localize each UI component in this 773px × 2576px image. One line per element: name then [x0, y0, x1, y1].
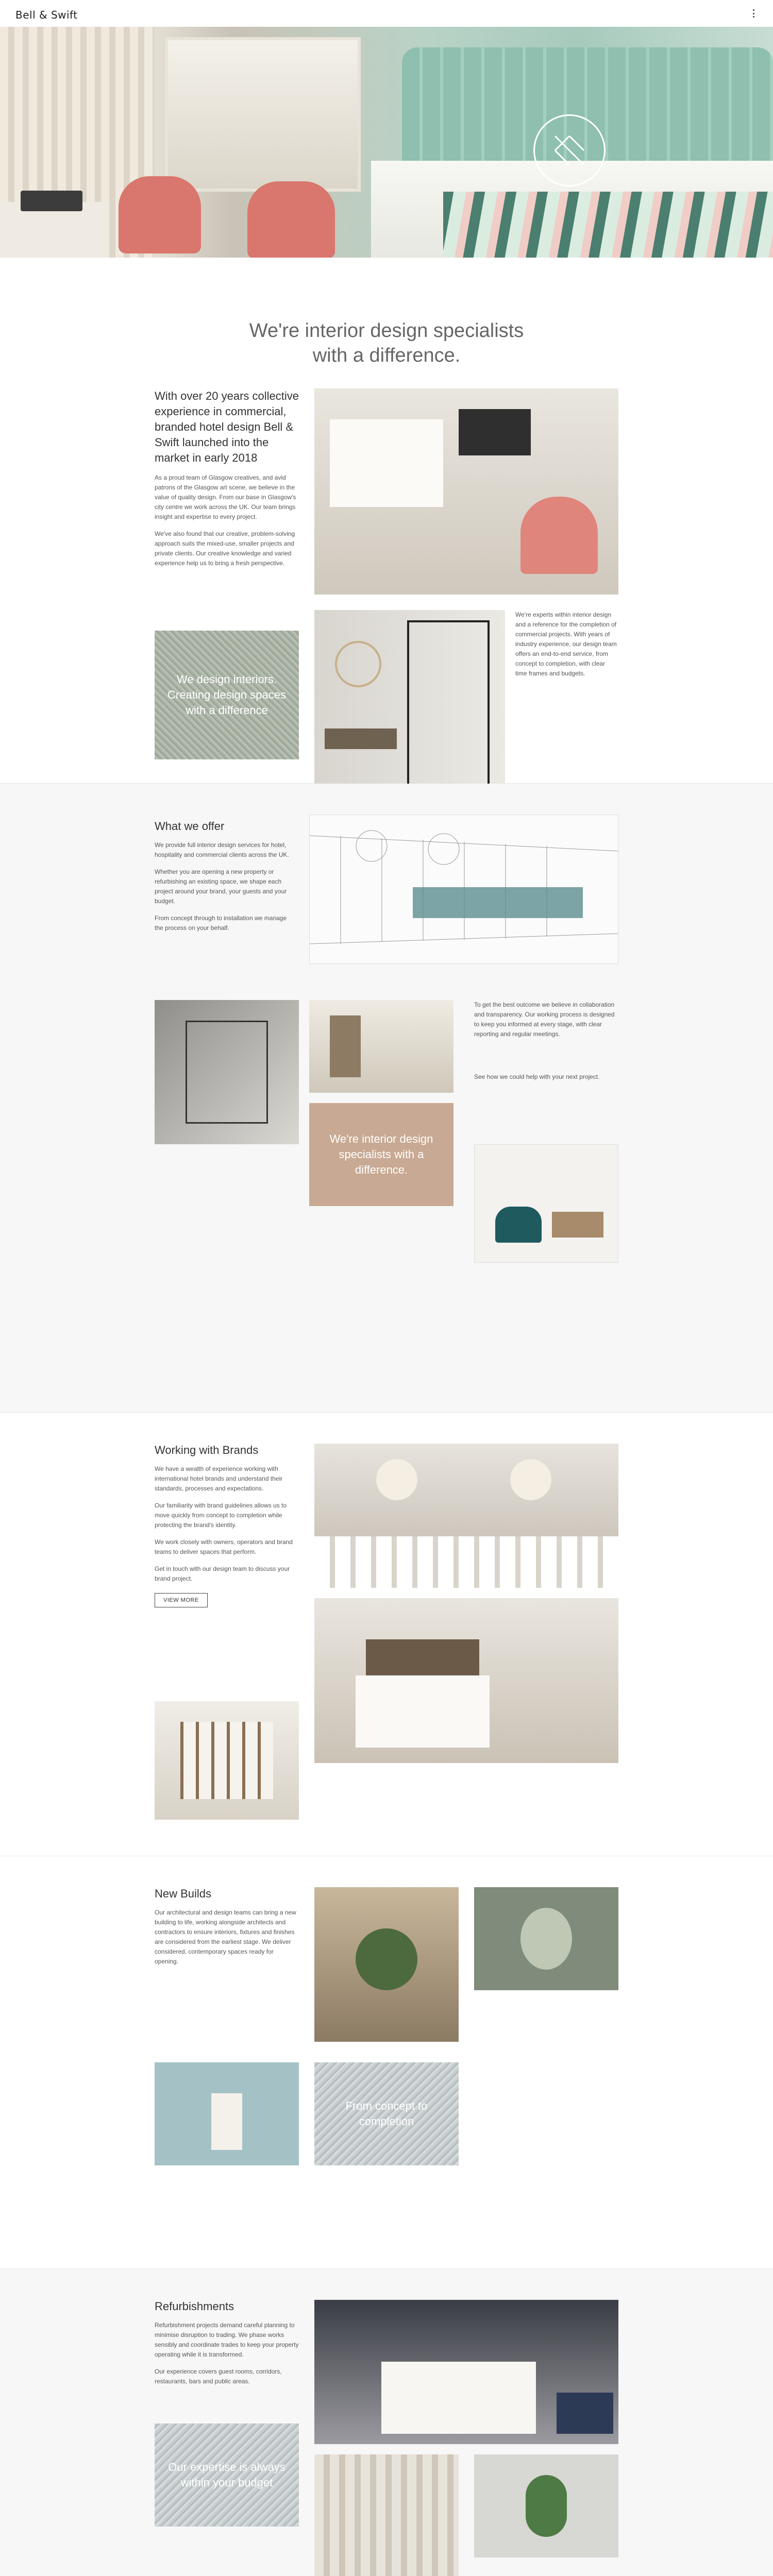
offer-side-paragraph-2: See how we could help with your next project. — [474, 1073, 600, 1080]
offer-section — [0, 784, 773, 1412]
newbuilds-stool-image — [155, 2062, 299, 2165]
offer-paragraph-1: We provide full interior design services for hotel, hospitality and commercial clients across the UK. — [155, 841, 289, 858]
newbuilds-section — [0, 1856, 773, 2268]
refurbs-bedroom-image — [314, 2300, 618, 2444]
hero-chair-right — [247, 181, 335, 258]
offer-sideboard — [552, 1212, 603, 1238]
brands-headboard — [366, 1639, 479, 1675]
refurbs-plant-image — [474, 2454, 618, 2557]
refurbs-plant — [526, 2475, 567, 2537]
newbuilds-vase — [520, 1908, 572, 1970]
intro-side-text: We're experts within interior design and a reference for the completion of commercial projects. With years of industry experience, our design team offers an end-to-end service, from concept to completion, with clear time frames and budgets. — [515, 611, 617, 677]
newbuilds-round-plant-image — [474, 1887, 618, 1990]
brands-shelving — [180, 1722, 273, 1799]
refurbs-heading: Refurbishments — [155, 2300, 234, 2313]
refurbs-texture-image — [155, 2424, 299, 2527]
room-chair — [520, 497, 598, 574]
refurbs-section — [0, 2269, 773, 2576]
intro-overlay-text: We design interiors. Creating design spaces with a difference — [167, 673, 286, 717]
newbuilds-plant — [356, 1928, 417, 1990]
brands-paragraph-1: We have a wealth of experience working with international hotel brands and understand their standards, processes and expectations. — [155, 1465, 283, 1492]
ballroom-tables — [314, 1536, 618, 1588]
refurbs-bed — [381, 2362, 536, 2434]
refurbs-overlay-text: Our expertise is always within your budget — [168, 2461, 285, 2489]
offer-corridor-image — [309, 1000, 453, 1093]
site-logo[interactable]: Bell & Swift — [15, 9, 78, 21]
brands-ballroom-image — [314, 1444, 618, 1588]
brands-cabinet-image — [155, 1701, 299, 1820]
newbuilds-overlay-text: From concept to completion — [345, 2099, 428, 2128]
refurbs-sofa — [557, 2393, 613, 2434]
offer-armchair — [495, 1207, 542, 1243]
newbuilds-stool — [211, 2093, 242, 2150]
brand-monogram-icon — [533, 114, 606, 187]
kebab-menu-icon[interactable] — [748, 8, 759, 19]
offer-beige-panel — [309, 1103, 453, 1206]
hero-throw — [443, 192, 773, 258]
intro-section — [0, 258, 773, 783]
intro-texture-image — [155, 631, 299, 759]
brands-view-more-button[interactable]: VIEW MORE — [155, 1593, 208, 1607]
bath-vanity — [325, 728, 397, 749]
newbuilds-texture-image — [314, 2062, 459, 2165]
newbuilds-plant-image — [314, 1887, 459, 2042]
intro-paragraph-2: We've also found that our creative, problem-solving approach suits the mixed-use, smaller projects and private clients. Our creative knowledge and varied experience help us to bring a fresh perspective. — [155, 530, 295, 567]
brands-bed — [356, 1675, 490, 1748]
room-bed — [330, 419, 443, 507]
newbuilds-paragraph: Our architectural and design teams can bring a new building to life, working alongside architects and contractors to ensure interiors, fixtures and finishes are considered from the earliest stage. We deliver considered, contemporary spaces ready for opening. — [155, 1909, 296, 1965]
brands-paragraph-3: We work closely with owners, operators and brand teams to deliver spaces that perform. — [155, 1538, 293, 1555]
intro-hotel-room-image — [314, 388, 618, 595]
intro-title: We're interior design specialists with a difference. — [249, 320, 524, 366]
ballroom-chandelier-1 — [376, 1459, 417, 1500]
brands-paragraph-4: Get in touch with our design team to discuss your brand project. — [155, 1565, 290, 1582]
room-tv — [459, 409, 531, 455]
brands-paragraph-2: Our familiarity with brand guidelines allows us to move quickly from concept to completion while protecting the brand's identity. — [155, 1502, 287, 1529]
refurbs-paragraph-1: Refurbishment projects demand careful planning to minimise disruption to trading. We phase works sensibly and coordinate trades to keep your property operating while it is transformed. — [155, 2321, 299, 2358]
brands-section — [0, 1413, 773, 1856]
offer-paragraph-2: Whether you are opening a new property or refurbishing an existing space, we shape each project around your brand, your guests and your budget. — [155, 868, 287, 905]
refurbs-paragraph-2: Our experience covers guest rooms, corridors, restaurants, bars and public areas. — [155, 2368, 282, 2385]
intro-heading: With over 20 years collective experience in commercial, branded hotel design Bell & Swift launched into the market in early 2018 — [155, 389, 299, 464]
bath-mirror — [335, 641, 381, 687]
hero-laptop — [21, 191, 82, 211]
offer-door — [330, 1015, 361, 1077]
offer-sketch-image — [309, 815, 618, 964]
offer-lounge-image — [474, 1144, 618, 1263]
offer-bathroom-image — [155, 1000, 299, 1144]
intro-paragraph-1: As a proud team of Glasgow creatives, and avid patrons of the Glasgow art scene, we believe in the value of quality design. From our base in Glasgow's city centre we work across the UK. Our team brings insight and expertise to every project. — [155, 474, 296, 520]
ballroom-chandelier-2 — [510, 1459, 551, 1500]
top-bar — [0, 0, 773, 27]
refurbs-curtain-image — [314, 2454, 459, 2576]
offer-side-paragraph: To get the best outcome we believe in collaboration and transparency. Our working process is designed to keep you informed at every stage, with clear reporting and regular meetings. — [474, 1001, 615, 1038]
offer-paragraph-3: From concept through to installation we manage the process on your behalf. — [155, 914, 287, 931]
brands-heading: Working with Brands — [155, 1444, 259, 1456]
hero-window — [165, 37, 361, 192]
offer-overlay-text: We're interior design specialists with a difference. — [329, 1132, 433, 1176]
offer-shower-frame — [186, 1021, 268, 1124]
hero-image — [0, 27, 773, 258]
bath-shower-frame — [407, 620, 490, 790]
hero-chair-left — [119, 176, 201, 253]
newbuilds-heading: New Builds — [155, 1887, 212, 1900]
brands-bedroom-image — [314, 1598, 618, 1763]
offer-heading: What we offer — [155, 820, 225, 833]
intro-bathroom-image — [314, 610, 505, 801]
